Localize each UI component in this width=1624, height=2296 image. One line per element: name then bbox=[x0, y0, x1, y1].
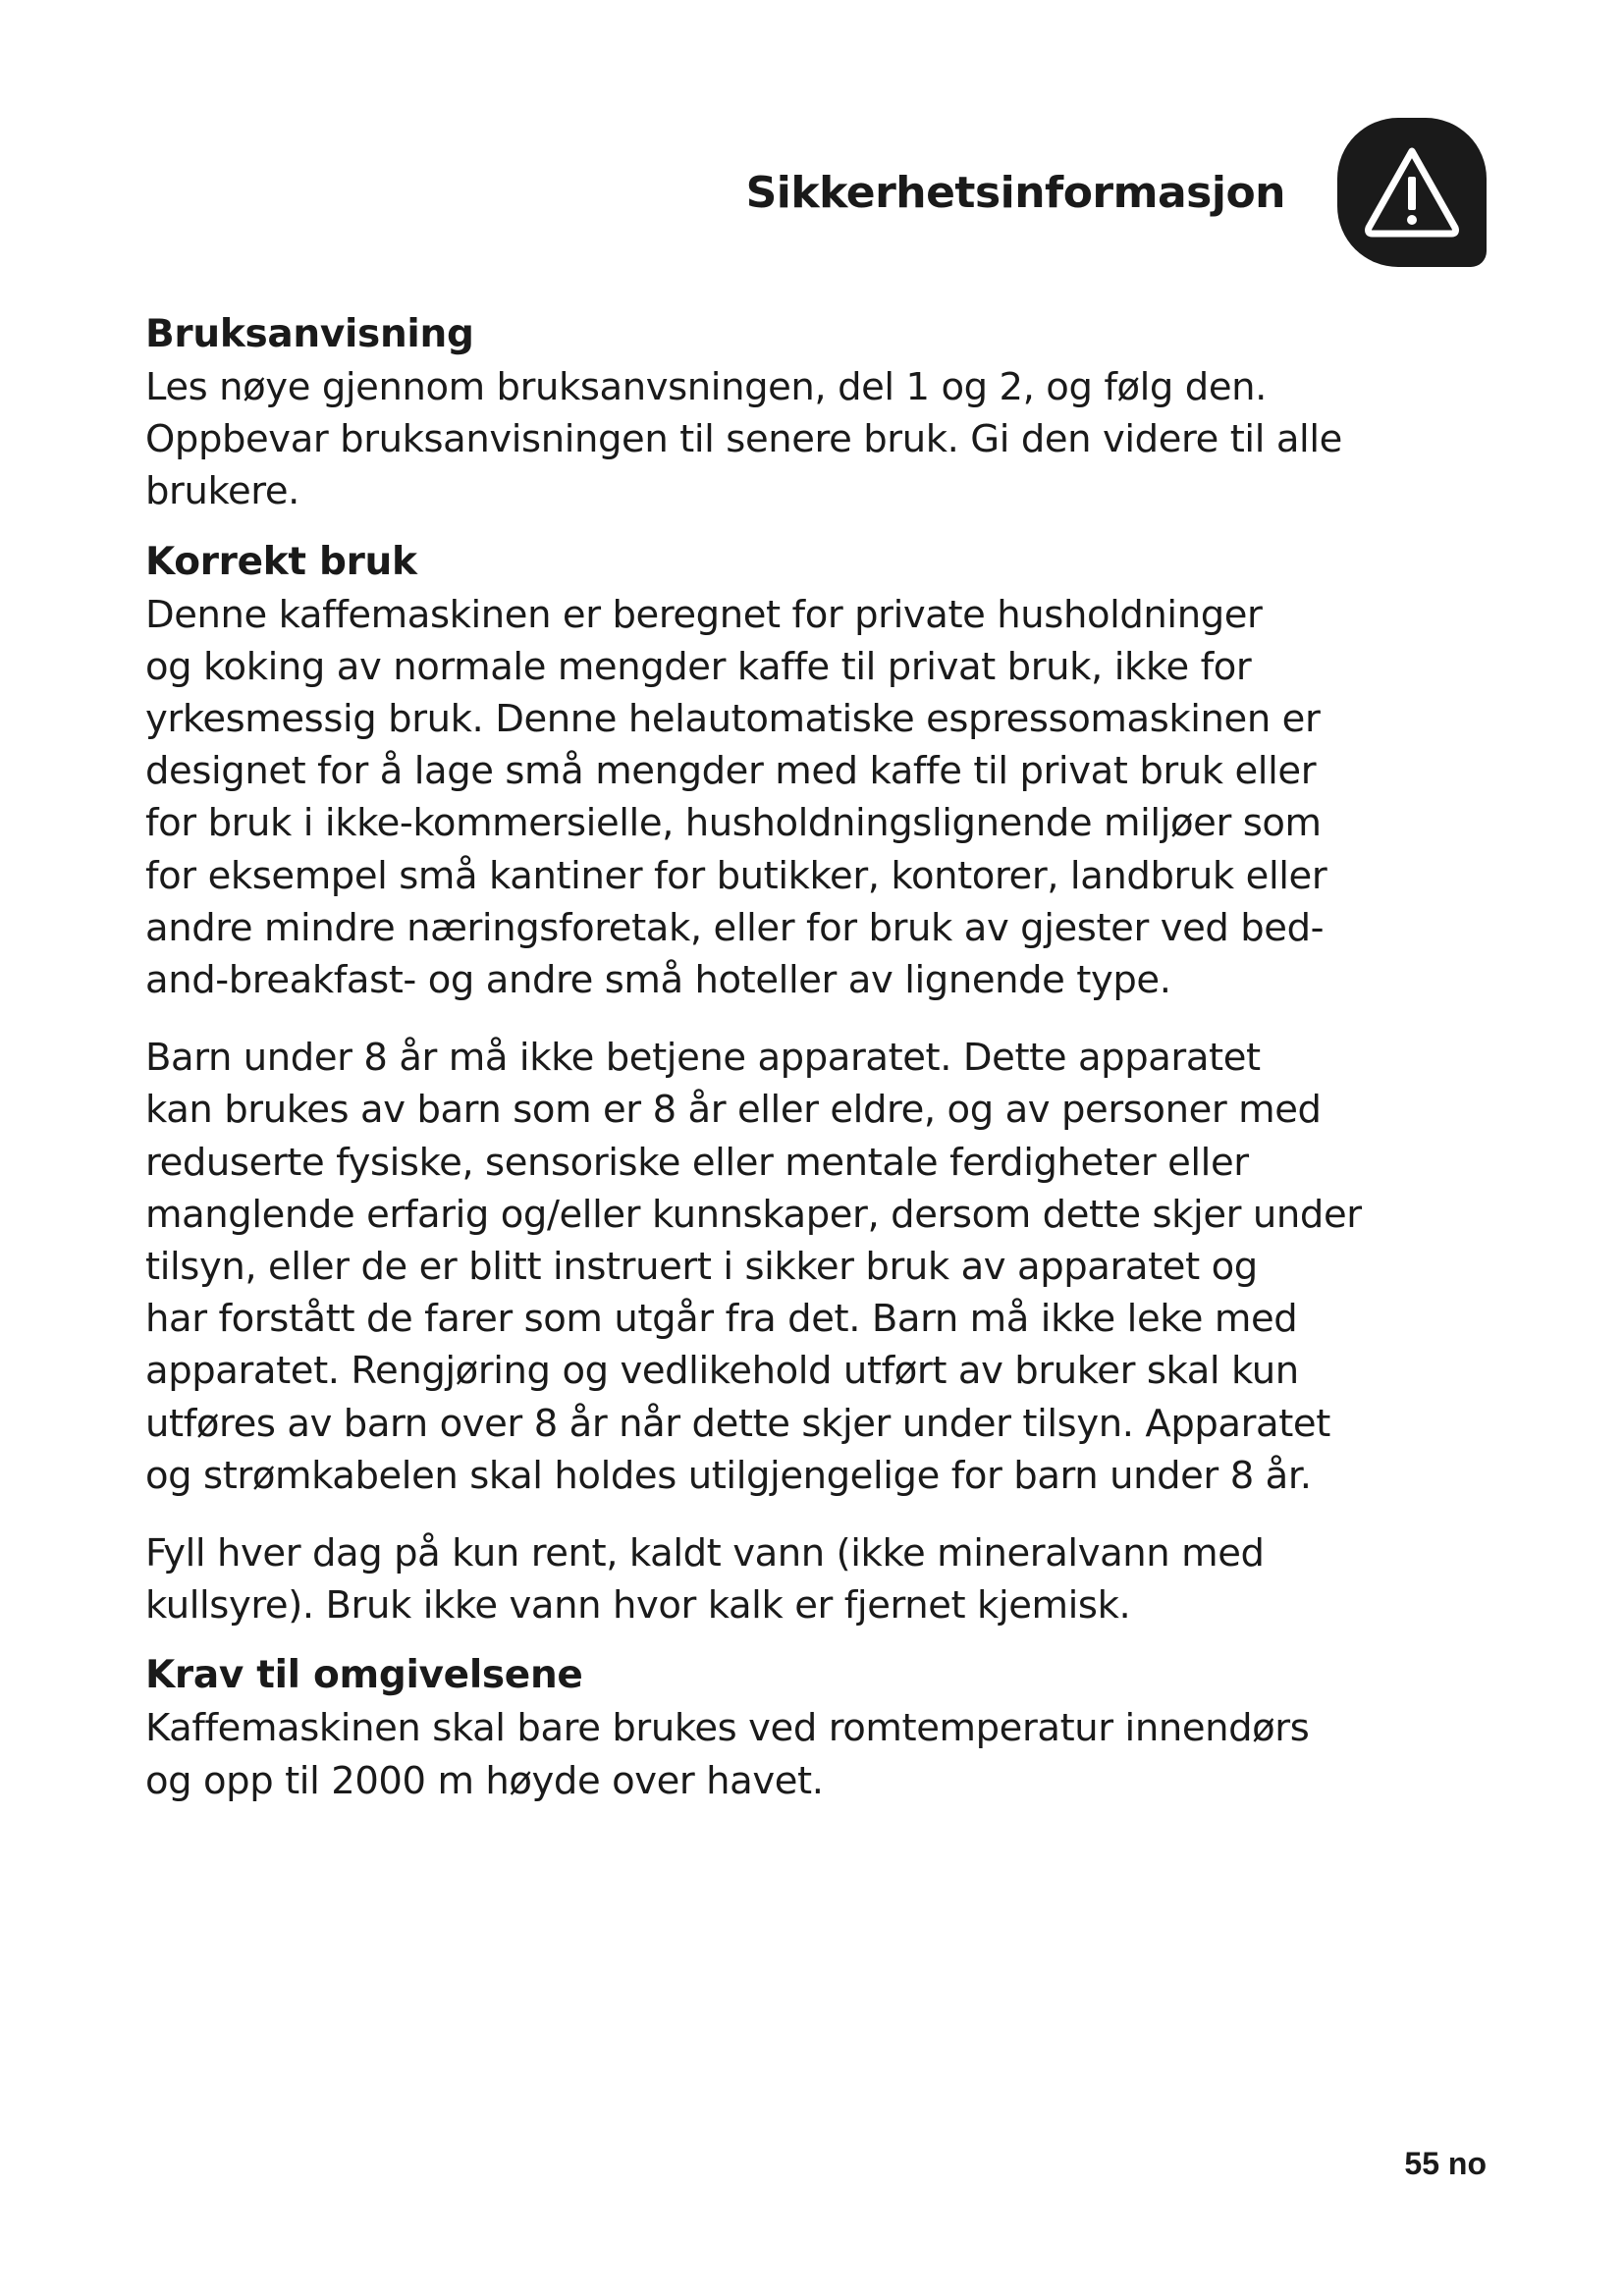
paragraph: Fyll hver dag på kun rent, kaldt vann (ikke mineralvann med kullsyre). Bruk ikke vann hvor kalk er fjernet kjemisk. bbox=[145, 1531, 1265, 1629]
section-heading: Korrekt bruk bbox=[145, 539, 417, 584]
paragraph: Barn under 8 år må ikke betjene apparatet. Dette apparatet kan brukes av barn som er 8 år eller eldre, og av personer med reduserte fysiske, sensoriske eller mentale ferdigheter eller manglende erfarig og/eller kunnskaper, dersom dette skjer under tilsyn, eller de er blitt instruert i sikker bruk av apparatet og har forstått de farer som utgår fra det. Barn må ikke leke med apparatet. Rengjøring og vedlikehold utført av bruker skal kun utføres av barn over 8 år når dette skjer under tilsyn. Apparatet og strømkabelen skal holdes utilgjengelige for barn under 8 år. bbox=[145, 1036, 1362, 1498]
page-title: Sikkerhetsinformasjon bbox=[745, 168, 1285, 218]
page-header bbox=[0, 118, 1624, 275]
paragraph: Les nøye gjennom bruksanvsningen, del 1 og 2, og følg den. Oppbevar bruksanvisningen til senere bruk. Gi den videre til alle brukere. bbox=[145, 365, 1342, 514]
warning-triangle-icon bbox=[1363, 143, 1461, 241]
main-content bbox=[145, 308, 1500, 1807]
warning-badge bbox=[1337, 118, 1487, 267]
section-heading: Bruksanvisning bbox=[145, 312, 474, 356]
paragraph: Kaffemaskinen skal bare brukes ved romtemperatur innendørs og opp til 2000 m høyde over havet. bbox=[145, 1706, 1310, 1803]
paragraph: Denne kaffemaskinen er beregnet for private husholdninger og koking av normale mengder kaffe til privat bruk, ikke for yrkesmessig bruk. Denne helautomatiske espressomaskinen er designet for å lage små mengder med kaffe til privat bruk eller for bruk i ikke-kommersielle, husholdningslignende miljøer som for eksempel små kantiner for butikker, kontorer, landbruk eller andre mindre næringsforetak, eller for bruk av gjester ved bed- and-breakfast- og andre små hoteller av lignende type. bbox=[145, 592, 1327, 1003]
section-korrekt-bruk bbox=[145, 536, 1500, 1632]
section-krav-til-omgivelsene bbox=[145, 1649, 1500, 1806]
page-number: 55 no bbox=[1404, 2146, 1487, 2181]
section-heading: Krav til omgivelsene bbox=[145, 1653, 583, 1698]
section-bruksanvisning bbox=[145, 308, 1500, 518]
